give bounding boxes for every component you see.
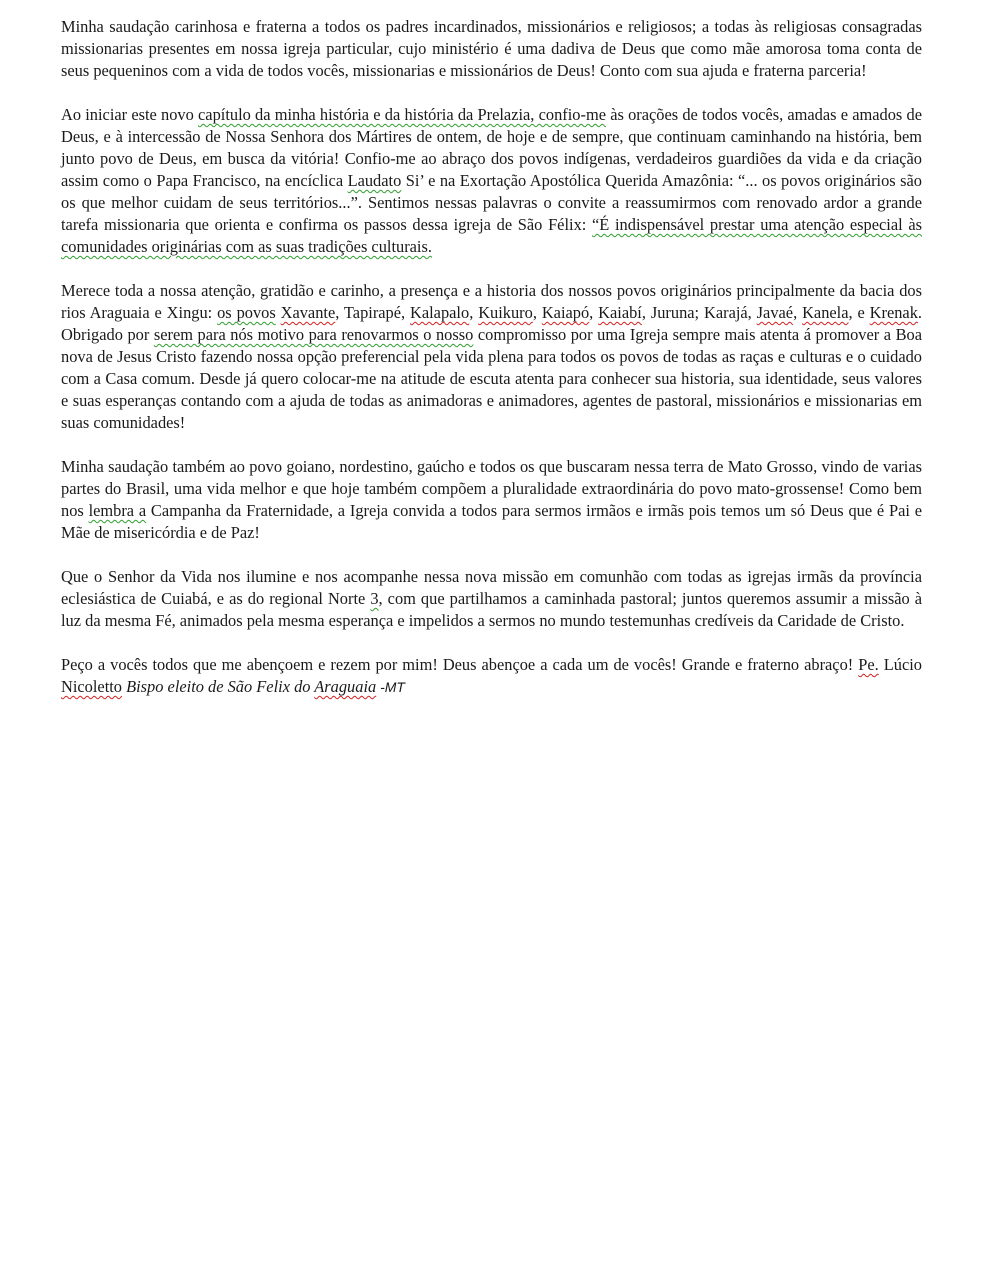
text-run: , Tapirapé, [335,303,411,322]
text-run: Minha saudação também ao povo goiano, nordestino, gaúcho e todos os que buscaram nessa terra de Mato Grosso, vindo de varias partes do Brasil, uma vida melhor e que hoje também compõem a pluralidade extraordinária do povo mato-grossense! Como bem nos [61,457,922,520]
spelling-flag[interactable]: Xavante [280,303,336,322]
text-run: Peço a vocês todos que me abençoem e rezem por mim! Deus abençoe a cada um de vocês! Grande e fraterno abraço! [61,655,859,674]
grammar-flag[interactable]: serem para nós motivo para renovarmos o nosso [153,325,474,344]
text-run: , [469,303,479,322]
text-run: , [589,303,599,322]
spelling-flag[interactable]: Javaé [756,303,794,322]
paragraph-greeting-people [61,456,922,544]
grammar-flag[interactable]: capítulo da minha história e da história da Prelazia, confio-me [198,105,606,124]
paragraph-communion [61,566,922,632]
text-run: , Juruna; Karajá, [641,303,757,322]
signature-title: Bispo eleito de São Felix do [126,677,315,696]
document-body [61,16,922,720]
paragraph-text: Minha saudação carinhosa e fraterna a todos os padres incardinados, missionários e religiosos; a todas às religiosas consagradas missionarias presentes em nossa igreja particular, cujo ministério é uma dadiva de Deus que como mãe amorosa toma conta de seus pequeninos com a vida de todos vocês, missionarias e missionários de Deus! Conto com sua ajuda e fraterna parceria! [61,17,922,80]
text-run: Lúcio [878,655,922,674]
text-run: . Obrigado por [61,303,923,344]
spelling-flag[interactable]: Kuikuro [478,303,533,322]
paragraph-closing-signature [61,654,922,698]
grammar-flag[interactable]: “É indispensável prestar uma atenção especial às comunidades originárias com as suas tradições culturais. [61,215,922,256]
spelling-flag[interactable]: Nicoletto [61,677,122,696]
text-run: , e [848,303,870,322]
grammar-flag[interactable]: lembra a [88,501,147,520]
text-run: Merece toda a nossa atenção, gratidão e carinho, a presença e a historia dos nossos povos originários principalmente da bacia dos rios Araguaia e Xingu: [61,281,922,322]
grammar-flag[interactable]: Laudato [347,171,402,190]
text-run: Campanha da Fraternidade, a Igreja convida a todos para sermos irmãos e irmãs pois temos um só Deus que é Pai e Mãe de misericórdia e de Paz! [61,501,922,542]
grammar-flag[interactable]: 3 [370,589,379,608]
spelling-flag[interactable]: Kalapalo [410,303,470,322]
spelling-flag[interactable]: Kanela [802,303,849,322]
spelling-flag[interactable]: Kaiabí [598,303,642,322]
paragraph-new-chapter [61,104,922,258]
spelling-flag[interactable]: Araguaia [314,677,377,696]
spelling-flag[interactable]: Kaiapó [541,303,590,322]
text-run: Si’ e na Exortação Apostólica Querida Amazônia: “... os povos originários são os que melhor cuidam de seus territórios...”. Sentimos nessas palavras o convite a reassumirmos com renovado ardor a grande tarefa missionaria que orienta e confirma os passos dessa igreja de São Félix: [61,171,922,234]
text-run: , com que partilhamos a caminhada pastoral; juntos queremos assumir a missão à luz da mesma Fé, animados pela mesma esperança e impelidos a sermos no mundo testemunhas credíveis da Caridade de Cristo. [61,589,922,630]
text-run: compromisso por uma Igreja sempre mais atenta á promover a Boa nova de Jesus Cristo fazendo nossa opção preferencial pela vida plena para todos os povos de todas as raças e culturas e o cuidado com a Casa comum. Desde já quero colocar-me na atitude de escuta atenta para conhecer sua historia, sua identidade, seus valores e suas esperanças contando com a ajuda de todas as animadoras e animadores, agentes de pastoral, missionários e missionarias em suas comunidades! [61,325,922,432]
text-run: às orações de todos vocês, amadas e amados de Deus, e à intercessão de Nossa Senhora dos Mártires de ontem, de hoje e de sempre, que continuam caminhando na história, bem junto povo de Deus, em busca da vitória! Confio-me ao abraço dos povos indígenas, verdadeiros guardiões da vida e da criação assim como o Papa Francisco, na encíclica [61,105,922,190]
text-run: , [793,303,803,322]
signature-state: -MT [376,679,405,695]
paragraph-greeting-clergy [61,16,922,82]
text-run: Que o Senhor da Vida nos ilumine e nos acompanhe nessa nova missão em comunhão com todas as igrejas irmãs da província eclesiástica de Cuiabá, e as do regional Norte [61,567,922,608]
spelling-flag[interactable]: Pe. [858,655,879,674]
text-run: , [532,303,542,322]
grammar-flag[interactable]: os povos [217,303,276,322]
text-run: Ao iniciar este novo [61,105,199,124]
spelling-flag[interactable]: Krenak [869,303,918,322]
paragraph-indigenous-peoples [61,280,922,434]
